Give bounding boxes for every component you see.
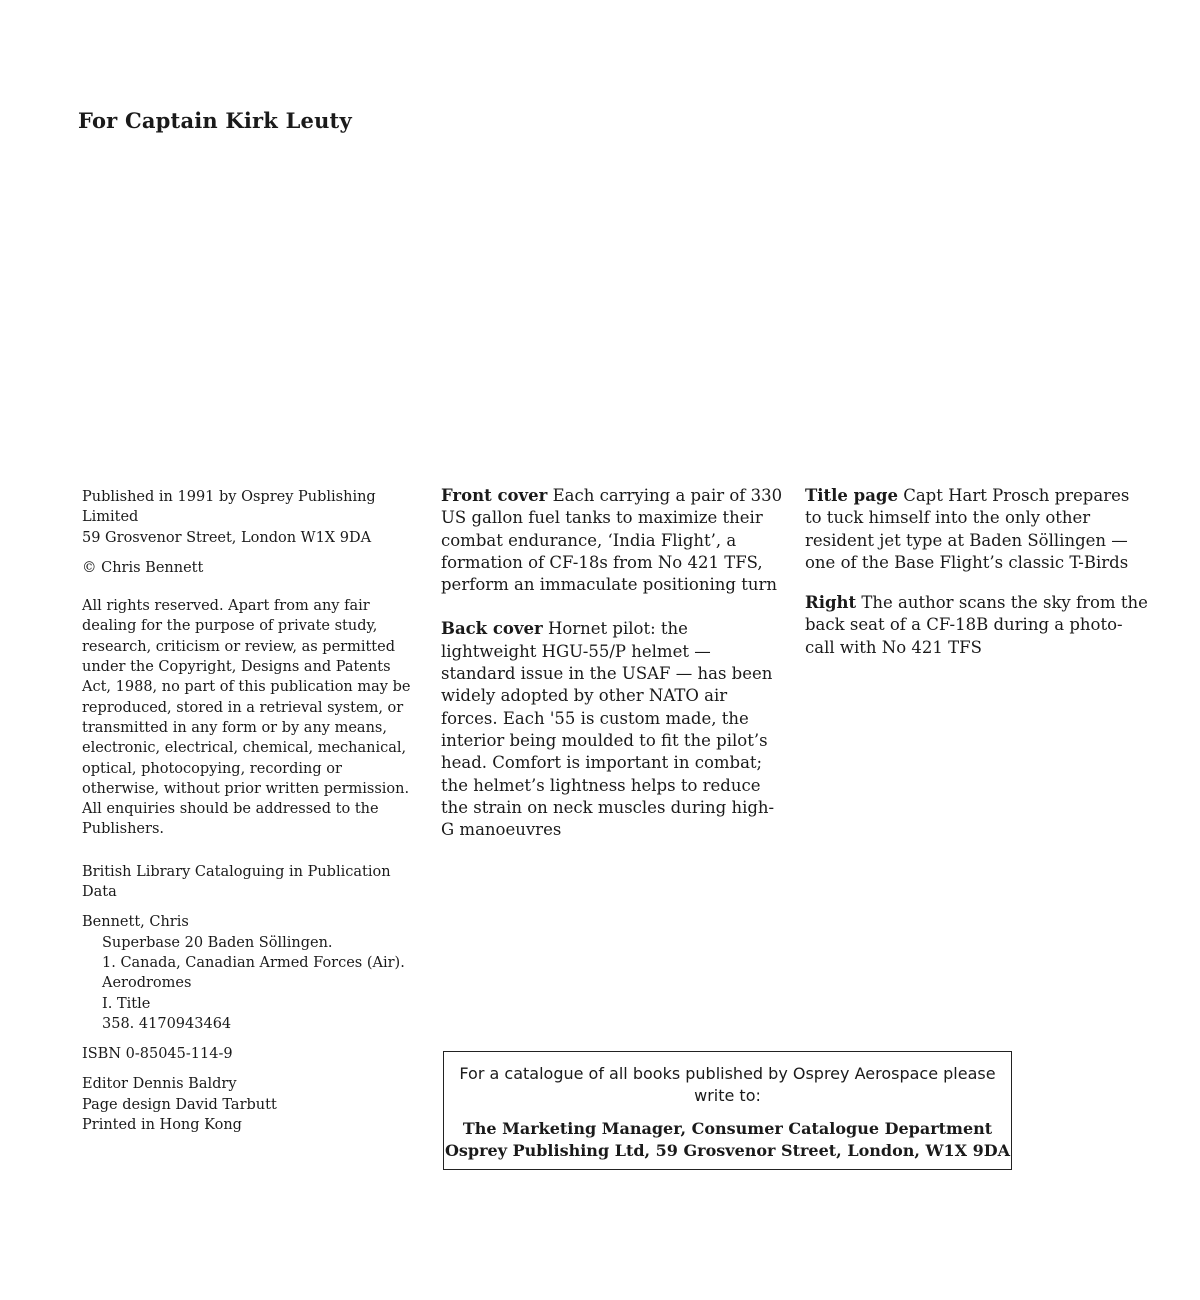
front-cover-caption bbox=[441, 485, 786, 596]
rights-statement: All rights reserved. Apart from any fair dealing for the purpose of private study, research, criticism or review, as permitted under the Copyright, Designs and Patents Act, 1988, no part of this publication may be reproduced, stored in a retrieval system, or transmitted in any form or by any means, electronic, electrical, chemical, mechanical, optical, photocopying, recording or otherwise, without prior written permission. All enquiries should be addressed to the Publishers. bbox=[82, 598, 411, 838]
caption-text: Hornet pilot: the lightweight HGU-55/P helmet — standard issue in the USAF — has been widely adopted by other NATO air forces. Each '55 is custom made, the interior being moulded to fit the pilot’s head. Comfort is important in combat; the helmet’s lightness helps to reduce the strain on neck muscles during high-G manoeuvres bbox=[441, 619, 775, 840]
editor-credit: Editor Dennis Baldry bbox=[82, 1076, 237, 1093]
published-line: Published in 1991 by Osprey Publishing Limited bbox=[82, 489, 376, 526]
catalogue-line: Aerodromes bbox=[102, 975, 192, 992]
caption-label: Front cover bbox=[441, 486, 548, 505]
photo-captions-column bbox=[805, 485, 1150, 659]
catalogue-address-line-1: The Marketing Manager, Consumer Catalogue Department bbox=[462, 1119, 993, 1138]
caption-text: Each carrying a pair of 330 US gallon fuel tanks to maximize their combat endurance, ‘India Flight’, a formation of CF-18s from No 421 TFS, perform an immaculate positioning turn bbox=[441, 486, 783, 595]
caption-label: Title page bbox=[805, 486, 898, 505]
caption-label: Back cover bbox=[441, 619, 543, 639]
catalogue-line: 358. 4170943464 bbox=[102, 1015, 232, 1032]
catalogue-line: 1. Canada, Canadian Armed Forces (Air). bbox=[102, 954, 405, 971]
catalogue-address bbox=[444, 1118, 1011, 1162]
caption-label: Right bbox=[805, 593, 857, 613]
catalogue-intro: For a catalogue of all books published by Osprey Aerospace please write to: bbox=[459, 1064, 996, 1105]
cover-captions-column bbox=[441, 485, 786, 841]
catalogue-author: Bennett, Chris bbox=[82, 914, 189, 931]
title-page-caption bbox=[805, 485, 1150, 574]
caption-text: Capt Hart Prosch prepares to tuck himself into the only other resident jet type at Baden Söllingen — one of the Base Flight’s classic T-Birds bbox=[805, 486, 1130, 572]
isbn: ISBN 0-85045-114-9 bbox=[82, 1046, 233, 1063]
imprint-column bbox=[82, 487, 412, 1135]
catalogue-request-box bbox=[443, 1051, 1012, 1170]
caption-text: The author scans the sky from the back seat of a CF-18B during a photo-call with No 421 TFS bbox=[805, 593, 1148, 657]
dedication: For Captain Kirk Leuty bbox=[78, 108, 352, 133]
page-design-credit: Page design David Tarbutt bbox=[82, 1096, 277, 1113]
catalogue-line: I. Title bbox=[102, 995, 151, 1012]
cataloguing-heading: British Library Cataloguing in Publication Data bbox=[82, 863, 391, 901]
catalogue-address-line-2: Osprey Publishing Ltd, 59 Grosvenor Street, London, W1X 9DA bbox=[444, 1141, 1011, 1160]
printed-credit: Printed in Hong Kong bbox=[82, 1117, 242, 1134]
publisher-address: 59 Grosvenor Street, London W1X 9DA bbox=[82, 529, 372, 546]
right-caption bbox=[805, 592, 1150, 659]
copyright-notice: © Chris Bennett bbox=[82, 559, 204, 576]
catalogue-line: Superbase 20 Baden Söllingen. bbox=[102, 934, 333, 951]
back-cover-caption bbox=[441, 618, 786, 841]
